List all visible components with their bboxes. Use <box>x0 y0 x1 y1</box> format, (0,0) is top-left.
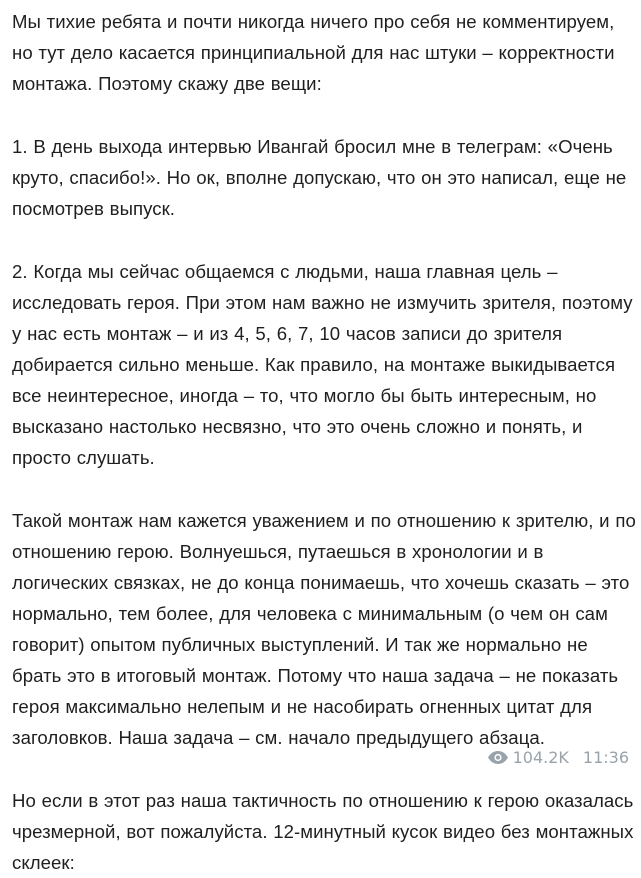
post-paragraph-3: 2. Когда мы сейчас общаемся с людьми, наша главная цель – исследовать героя. При этом нам важно не измучить зрителя, поэтому у нас есть монтаж – и из 4, 5, 6, 7, 10 часов записи до зрителя добирается сильно меньше. Как правило, на монтаже выкидывается все неинтересное, иногда – то, что могло бы быть интересным, но высказано настолько несвязно, что это очень сложно и понять, и просто слушать. <box>12 261 633 468</box>
view-counter <box>487 748 569 767</box>
post-paragraph-4: Такой монтаж нам кажется уважением и по отношению к зрителю, и по отношению герою. Волнуешься, путаешься в хронологии и в логических связках, не до конца понимаешь, что хочешь сказать – это нормально, тем более, для человека с минимальным (о чем он сам говорит) опытом публичных выступлений. И так же нормально не брать это в итоговый монтаж. Потому что наша задача – не показать героя максимально нелепым и не насобирать огненных цитат для заголовков. Наша задача – см. начало предыдущего абзаца. <box>12 510 636 748</box>
post-paragraph-5: Но если в этот раз наша тактичность по отношению к герою оказалась чрезмерной, вот пожалуйста. 12-минутный кусок видео без монтажных склеек: <box>12 790 634 873</box>
eye-icon <box>487 750 509 765</box>
post-paragraph-1: Мы тихие ребята и почти никогда ничего про себя не комментируем, но тут дело касается принципиальной для нас штуки – корректности монтажа. Поэтому скажу две вещи: <box>12 11 615 94</box>
view-count: 104.2K <box>512 748 569 767</box>
post-time: 11:36 <box>582 748 629 767</box>
post-paragraph-2: 1. В день выхода интервью Ивангай бросил мне в телеграм: «Очень круто, спасибо!». Но ок, вполне допускаю, что он это написал, еще не посмотрев выпуск. <box>12 136 627 219</box>
post-meta <box>487 748 629 767</box>
